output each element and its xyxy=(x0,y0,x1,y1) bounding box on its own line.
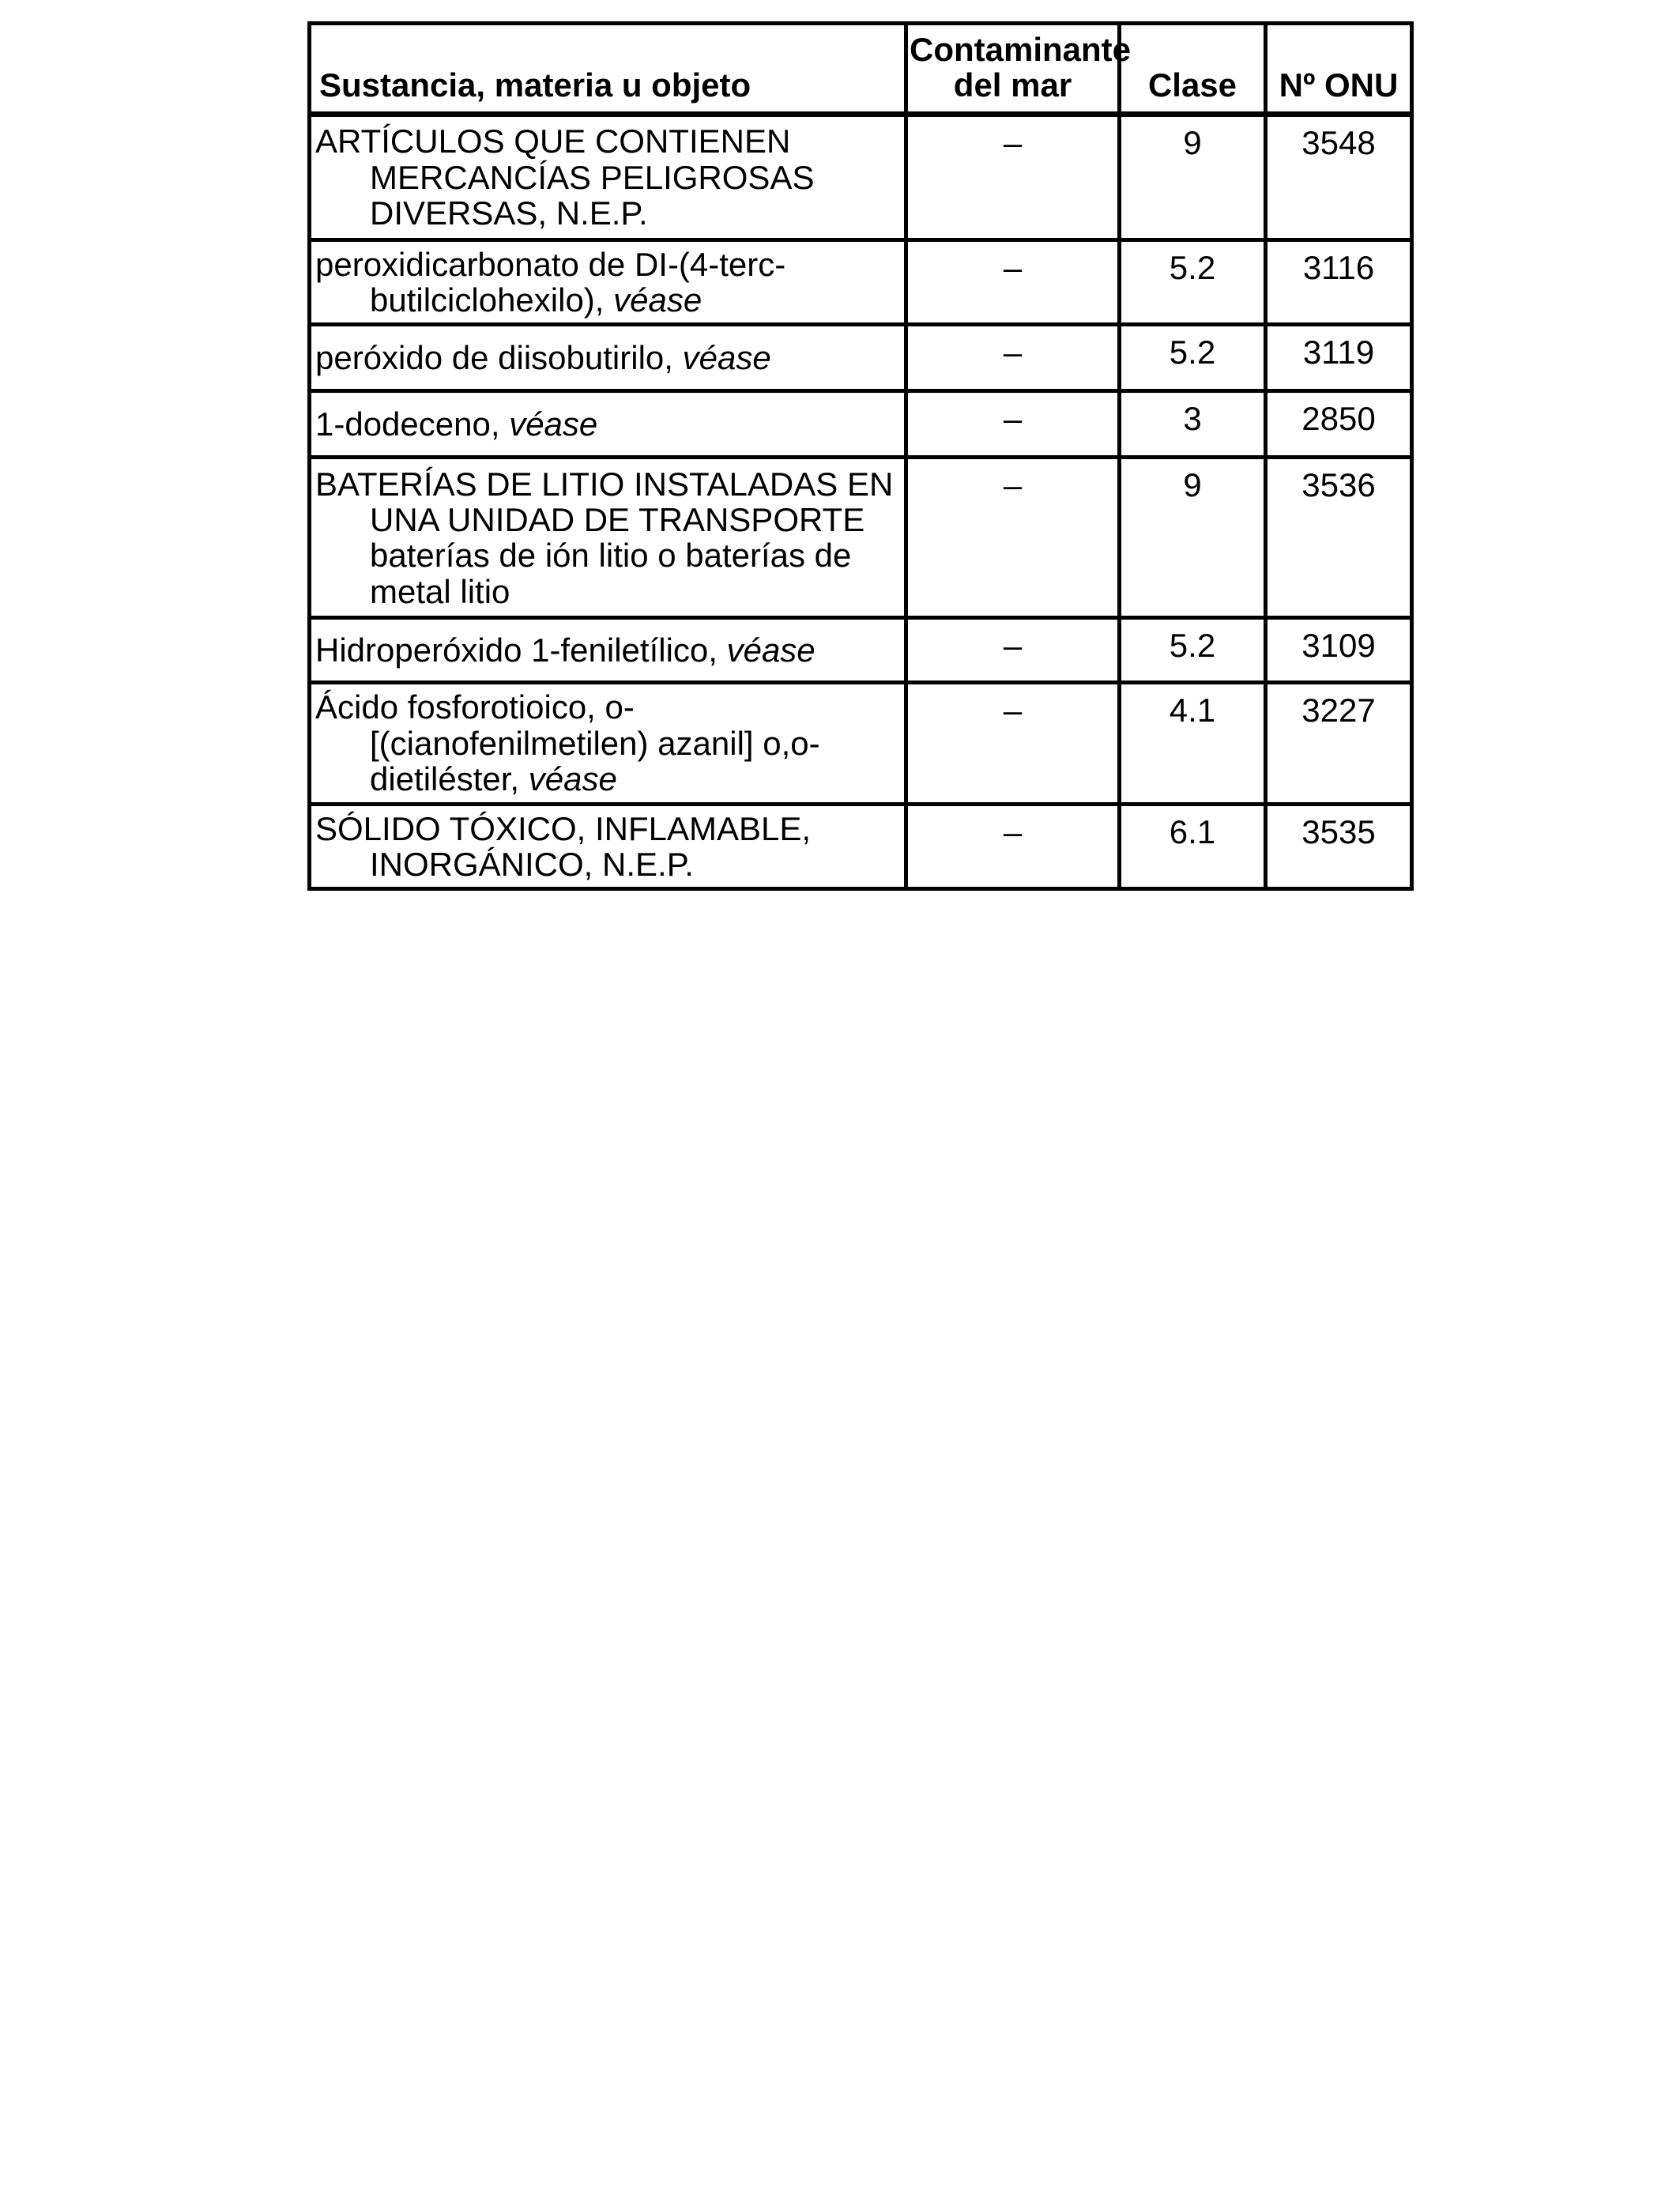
table-row xyxy=(310,804,1412,889)
cell-substance xyxy=(310,325,906,391)
substances-table xyxy=(307,21,1414,891)
table-row xyxy=(310,391,1412,458)
cell-substance xyxy=(310,458,906,618)
cell-substance xyxy=(310,618,906,683)
vease-italic-text: véase xyxy=(613,281,703,319)
cell-un-number: 3535 xyxy=(1266,804,1412,889)
table-header xyxy=(310,24,1412,115)
cell-class: 5.2 xyxy=(1120,618,1266,683)
substance-text: BATERÍAS DE LITIO INSTALADAS EN UNA UNIDAD DE TRANSPORTE baterías de ión litio o baterías de metal litio xyxy=(315,465,894,610)
table-row xyxy=(310,458,1412,618)
cell-class: 3 xyxy=(1120,391,1266,458)
cell-un-number: 2850 xyxy=(1266,391,1412,458)
table-row xyxy=(310,618,1412,683)
cell-un-number: 3119 xyxy=(1266,325,1412,391)
table-body xyxy=(310,114,1412,889)
cell-marine-pollutant: – xyxy=(906,391,1120,458)
cell-marine-pollutant: – xyxy=(906,618,1120,683)
table-row xyxy=(310,239,1412,325)
cell-class: 5.2 xyxy=(1120,239,1266,325)
cell-marine-pollutant: – xyxy=(906,458,1120,618)
cell-class: 5.2 xyxy=(1120,325,1266,391)
cell-un-number: 3227 xyxy=(1266,683,1412,804)
header-row xyxy=(310,24,1412,115)
cell-class: 9 xyxy=(1120,114,1266,239)
col-header-un-number: Nº ONU xyxy=(1266,24,1412,115)
cell-marine-pollutant: – xyxy=(906,239,1120,325)
cell-substance xyxy=(310,391,906,458)
cell-un-number: 3116 xyxy=(1266,239,1412,325)
vease-italic-text: véase xyxy=(682,339,771,377)
substance-text: peroxidicarbonato de DI-(4-terc-butilciclohexilo), xyxy=(315,245,786,319)
cell-class: 6.1 xyxy=(1120,804,1266,889)
vease-italic-text: véase xyxy=(528,760,617,798)
cell-marine-pollutant: – xyxy=(906,325,1120,391)
cell-marine-pollutant: – xyxy=(906,804,1120,889)
cell-class: 4.1 xyxy=(1120,683,1266,804)
substance-text: 1-dodeceno, xyxy=(315,405,500,443)
table-row xyxy=(310,114,1412,239)
cell-substance xyxy=(310,804,906,889)
cell-un-number: 3548 xyxy=(1266,114,1412,239)
col-header-substance: Sustancia, materia u objeto xyxy=(310,24,906,115)
vease-italic-text: véase xyxy=(726,631,816,669)
table-row xyxy=(310,325,1412,391)
cell-class: 9 xyxy=(1120,458,1266,618)
cell-substance xyxy=(310,683,906,804)
cell-marine-pollutant: – xyxy=(906,683,1120,804)
vease-italic-text: véase xyxy=(509,405,598,443)
col-header-marine-pollutant: Contaminante del mar xyxy=(906,24,1120,115)
cell-substance xyxy=(310,114,906,239)
col-header-class: Clase xyxy=(1120,24,1266,115)
cell-substance xyxy=(310,239,906,325)
substance-text: ARTÍCULOS QUE CONTIENEN MERCANCÍAS PELIGROSAS DIVERSAS, N.E.P. xyxy=(315,123,815,232)
cell-un-number: 3536 xyxy=(1266,458,1412,618)
substance-text: SÓLIDO TÓXICO, INFLAMABLE, INORGÁNICO, N.E.P. xyxy=(315,809,812,883)
substance-text: Ácido fosforotioico, o-[(cianofenilmetilen) azanil] o,o-dietiléster, xyxy=(315,688,820,798)
cell-un-number: 3109 xyxy=(1266,618,1412,683)
cell-marine-pollutant: – xyxy=(906,114,1120,239)
table-row xyxy=(310,683,1412,804)
substance-text: peróxido de diisobutirilo, xyxy=(315,339,673,377)
substance-text: Hidroperóxido 1-feniletílico, xyxy=(315,631,718,669)
